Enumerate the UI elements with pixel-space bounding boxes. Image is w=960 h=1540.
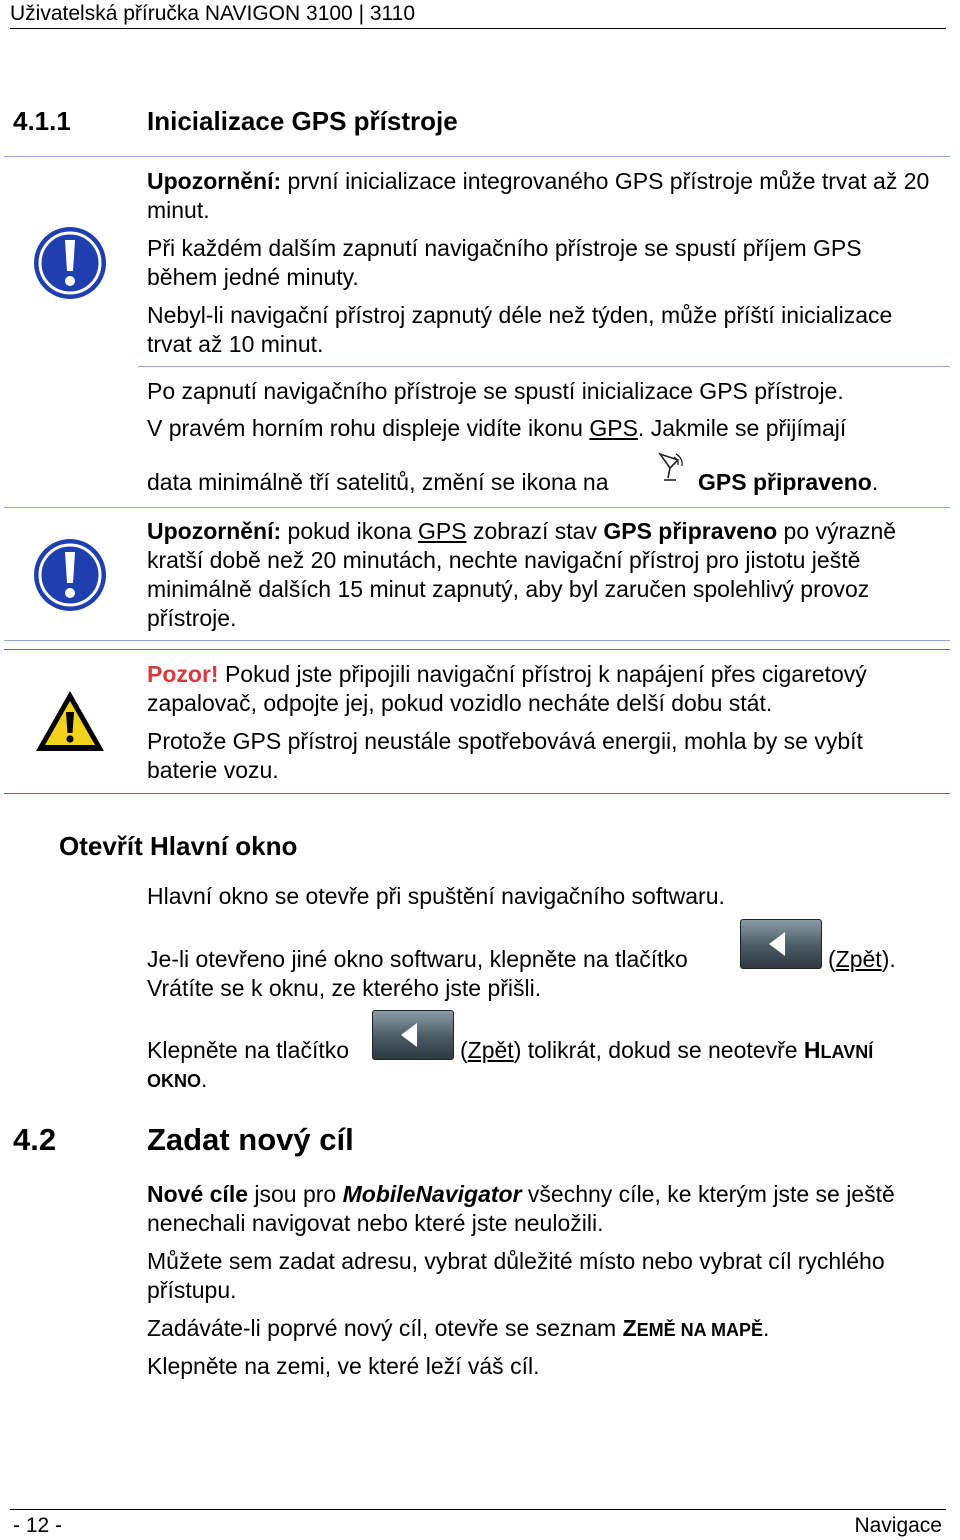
body-text: V pravém horním rohu displeje vidíte ikonu bbox=[147, 415, 590, 441]
section-title: Inicializace GPS přístroje bbox=[147, 106, 458, 136]
gps-ready-text: GPS připraveno bbox=[603, 518, 778, 544]
body-paragraph: Klepněte na zemi, ve které leží váš cíl. bbox=[147, 1353, 540, 1379]
back-arrow-icon bbox=[373, 1011, 453, 1059]
footer-rule bbox=[10, 1509, 946, 1510]
exclamation-circle-icon bbox=[32, 537, 108, 613]
body-paragraph: Hlavní okno se otevře při spuštění navigačního softwaru. bbox=[147, 883, 725, 909]
smallcaps-text: H bbox=[803, 1037, 821, 1063]
warning-text: Pokud jste připojili navigační přístroj k napájení přes cigaretový zapalovač, odpojte jej, pokud vozidlo necháte delší dobu stát. bbox=[147, 661, 867, 716]
note-text: první inicializace integrovaného GPS přístroje může trvat až 20 minut. bbox=[147, 168, 930, 223]
smallcaps-text: EMĚ NA MAPĚ bbox=[636, 1320, 763, 1340]
warning-rule bbox=[4, 649, 950, 650]
body-paragraph: Po zapnutí navigačního přístroje se spustí inicializace GPS přístroje. bbox=[147, 378, 844, 404]
note-label: Upozornění: bbox=[147, 518, 282, 544]
back-button[interactable] bbox=[740, 919, 822, 969]
warning-paragraph: Protože GPS přístroj neustále spotřebovává energii, mohla by se vybít baterie vozu. bbox=[147, 728, 863, 783]
warning-rule bbox=[4, 793, 950, 794]
note-rule bbox=[4, 507, 950, 508]
footer-section: Navigace bbox=[854, 1514, 942, 1537]
warning-triangle-icon bbox=[33, 688, 107, 754]
smallcaps-text: LAVNÍ bbox=[820, 1042, 874, 1062]
body-paragraph: Vrátíte se k oknu, ze kterého jste přišli. bbox=[147, 975, 542, 1001]
gps-ready-label bbox=[698, 468, 948, 497]
subsection-title: Otevřít Hlavní okno bbox=[59, 831, 298, 861]
period: . bbox=[871, 469, 879, 495]
back-reference bbox=[828, 945, 938, 974]
warning-paragraph bbox=[147, 660, 937, 718]
note-text: pokud ikona bbox=[281, 518, 418, 544]
back-arrow-icon bbox=[741, 920, 821, 968]
section-rule bbox=[4, 156, 950, 157]
body-paragraph: data minimálně tří satelitů, změní se ikona na bbox=[147, 469, 609, 495]
body-paragraph bbox=[147, 1065, 937, 1096]
section-title: Zadat nový cíl bbox=[147, 1122, 354, 1157]
bold-text: Nové cíle bbox=[147, 1181, 248, 1207]
body-paragraph bbox=[147, 414, 937, 443]
body-paragraph: Je-li otevřeno jiné okno softwaru, klepněte na tlačítko bbox=[147, 946, 688, 972]
note-rule bbox=[4, 640, 950, 641]
period: . bbox=[201, 1066, 208, 1092]
note-rule bbox=[138, 366, 950, 367]
exclamation-circle-icon bbox=[32, 225, 108, 301]
smallcaps-text: OKNO bbox=[147, 1071, 201, 1091]
note-paragraph: Při každém dalším zapnutí navigačního přístroje se spustí příjem GPS během jedné minuty. bbox=[147, 235, 862, 290]
gps-ready-text: GPS připraveno bbox=[698, 469, 872, 495]
back-button[interactable] bbox=[372, 1010, 454, 1060]
note-paragraph: Nebyl-li navigační přístroj zapnutý déle než týden, může příští inicializace trvat až 10 minut. bbox=[147, 302, 893, 357]
document-header-title: Uživatelská příručka NAVIGON 3100 | 3110 bbox=[10, 2, 416, 25]
note-text: po výrazně kratší době než 20 minutách, nechte navigační přístroj pro jistotu ještě minimálně dalších 15 minut zapnutý, aby byl zaručen spolehlivý provoz přístroje. bbox=[147, 518, 897, 631]
smallcaps-text: Z bbox=[622, 1315, 637, 1341]
paren: ( bbox=[460, 1037, 468, 1063]
paren: ). bbox=[881, 946, 896, 972]
body-paragraph: Klepněte na tlačítko bbox=[147, 1037, 350, 1063]
body-paragraph bbox=[460, 1036, 940, 1067]
body-text: všechny cíle, ke kterým jste se ještě nenechali navigovat nebo které jste neuložili. bbox=[147, 1181, 895, 1236]
body-paragraph bbox=[147, 1314, 937, 1345]
body-paragraph bbox=[147, 1180, 937, 1238]
product-name: MobileNavigator bbox=[342, 1181, 522, 1207]
section-number: 4.1.1 bbox=[13, 106, 71, 136]
page-number: - 12 - bbox=[13, 1514, 63, 1537]
period: . bbox=[762, 1315, 770, 1341]
section-number: 4.2 bbox=[13, 1122, 57, 1157]
note-paragraph bbox=[147, 167, 937, 225]
body-text: . Jakmile se přijímají bbox=[637, 415, 847, 441]
warning-label: Pozor! bbox=[147, 661, 219, 687]
gps-link[interactable]: GPS bbox=[589, 415, 638, 441]
back-link[interactable]: Zpět bbox=[467, 1037, 514, 1063]
body-text: ) tolikrát, dokud se neotevře bbox=[513, 1037, 804, 1063]
gps-link[interactable]: GPS bbox=[417, 518, 467, 544]
note-label: Upozornění: bbox=[147, 168, 282, 194]
paren: ( bbox=[828, 946, 836, 972]
note-paragraph bbox=[147, 517, 937, 633]
back-link[interactable]: Zpět bbox=[835, 946, 882, 972]
body-paragraph: Můžete sem zadat adresu, vybrat důležité místo nebo vybrat cíl rychlého přístupu. bbox=[147, 1248, 885, 1303]
body-text: jsou pro bbox=[248, 1181, 343, 1207]
header-rule bbox=[10, 28, 946, 29]
body-text: Zadáváte-li poprvé nový cíl, otevře se seznam bbox=[147, 1315, 623, 1341]
gps-satellite-icon bbox=[656, 450, 686, 486]
note-text: zobrazí stav bbox=[466, 518, 604, 544]
